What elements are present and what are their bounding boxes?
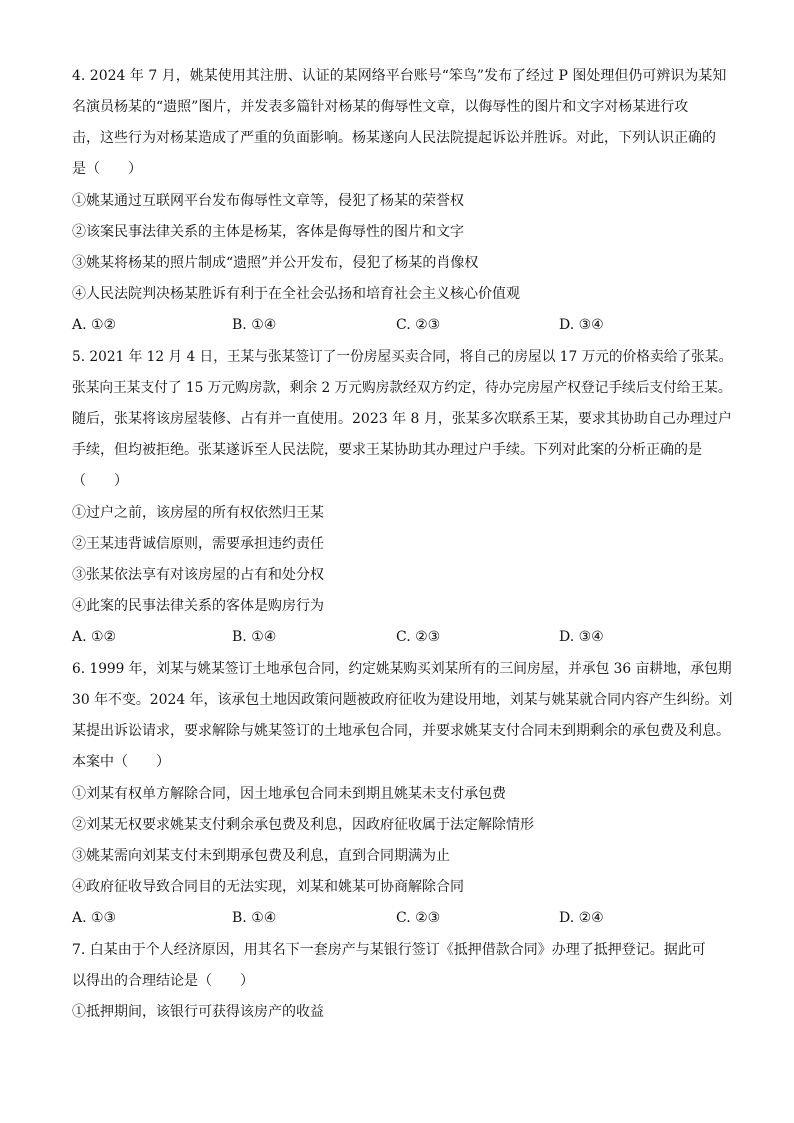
q4-stem-line-1: 4. 2024 年 7 月，姚某使用其注册、认证的某网络平台账号“笨鸟”发布了经过 P 图处理但仍可辨识为某知 (72, 68, 727, 84)
q7-stem-line-1: 7. 白某由于个人经济原因，用其名下一套房产与某银行签订《抵押借款合同》办理了抵押登记。据此可 (72, 942, 706, 958)
q5-item-3: ③张某依法享有对该房屋的占有和处分权 (72, 567, 324, 583)
q4-item-4: ④人民法院判决杨某胜诉有利于在全社会弘扬和培育社会主义核心价值观 (72, 286, 520, 302)
q4-stem-line-2: 名演员杨某的“遗照”图片，并发表多篇针对杨某的侮辱性文章，以侮辱性的图片和文字对杨某进行攻 (72, 99, 689, 115)
q7-item-1: ①抵押期间，该银行可获得该房产的收益 (72, 1004, 324, 1020)
q6-option-c[interactable]: C. ②③ (396, 910, 441, 926)
q4-item-1: ①姚某通过互联网平台发布侮辱性文章等，侵犯了杨某的荣誉权 (72, 193, 464, 209)
q6-option-d[interactable]: D. ②④ (559, 910, 604, 926)
q4-stem-line-3: 击，这些行为对杨某造成了严重的负面影响。杨某遂向人民法院提起诉讼并胜诉。对此，下列认识正确的 (72, 130, 716, 146)
q5-stem-line-3: 随后，张某将该房屋装修、占有并一直使用。2023 年 8 月，张某多次联系王某，要求其协助自己办理过户 (72, 411, 732, 427)
q5-stem-line-5: （ ） (72, 473, 128, 489)
q6-stem-line-2: 30 年不变。2024 年，该承包土地因政策问题被政府征收为建设用地，刘某与姚某就合同内容产生纠纷。刘 (72, 692, 733, 708)
q4-item-3: ③姚某将杨某的照片制成“遗照”并公开发布，侵犯了杨某的肖像权 (72, 255, 479, 271)
q4-option-d[interactable]: D. ③④ (559, 317, 604, 333)
q5-option-b[interactable]: B. ①④ (232, 629, 277, 645)
q5-stem-line-1: 5. 2021 年 12 月 4 日，王某与张某签订了一份房屋买卖合同，将自己的房屋以 17 万元的价格卖给了张某。 (72, 349, 733, 365)
q4-option-a[interactable]: A. ①② (72, 317, 117, 333)
q6-item-3: ③姚某需向刘某支付未到期承包费及利息，直到合同期满为止 (72, 848, 450, 864)
q7-stem-line-2: 以得出的合理结论是（ ） (72, 973, 254, 989)
q6-stem-line-1: 6. 1999 年，刘某与姚某签订土地承包合同，约定姚某购买刘某所有的三间房屋，并承包 36 亩耕地，承包期 (72, 661, 732, 677)
q6-option-b[interactable]: B. ①④ (232, 910, 277, 926)
q5-stem-line-2: 张某向王某支付了 15 万元购房款，剩余 2 万元购房款经双方约定，待办完房屋产权登记手续后支付给王某。 (72, 380, 732, 396)
q6-stem-line-4: 本案中（ ） (72, 754, 170, 770)
q4-item-2: ②该案民事法律关系的主体是杨某，客体是侮辱性的图片和文字 (72, 224, 464, 240)
q4-option-c[interactable]: C. ②③ (396, 317, 441, 333)
q6-option-a[interactable]: A. ①③ (72, 910, 117, 926)
q4-option-b[interactable]: B. ①④ (232, 317, 277, 333)
q6-item-4: ④政府征收导致合同目的无法实现，刘某和姚某可协商解除合同 (72, 879, 464, 895)
q5-stem-line-4: 手续，但均被拒绝。张某遂诉至人民法院，要求王某协助其办理过户手续。下列对此案的分析正确的是 (72, 442, 702, 458)
q5-item-2: ②王某违背诚信原则，需要承担违约责任 (72, 536, 324, 552)
q6-item-2: ②刘某无权要求姚某支付剩余承包费及利息，因政府征收属于法定解除情形 (72, 817, 534, 833)
q4-stem-line-4: 是（ ） (72, 161, 142, 177)
q5-option-c[interactable]: C. ②③ (396, 629, 441, 645)
q5-option-a[interactable]: A. ①② (72, 629, 117, 645)
q5-option-d[interactable]: D. ③④ (559, 629, 604, 645)
q5-item-1: ①过户之前，该房屋的所有权依然归王某 (72, 505, 324, 521)
q6-item-1: ①刘某有权单方解除合同，因土地承包合同未到期且姚某未支付承包费 (72, 786, 506, 802)
q5-item-4: ④此案的民事法律关系的客体是购房行为 (72, 598, 324, 614)
q6-stem-line-3: 某提出诉讼请求，要求解除与姚某签订的土地承包合同，并要求姚某支付合同未到期剩余的承包费及利息。 (72, 723, 730, 739)
